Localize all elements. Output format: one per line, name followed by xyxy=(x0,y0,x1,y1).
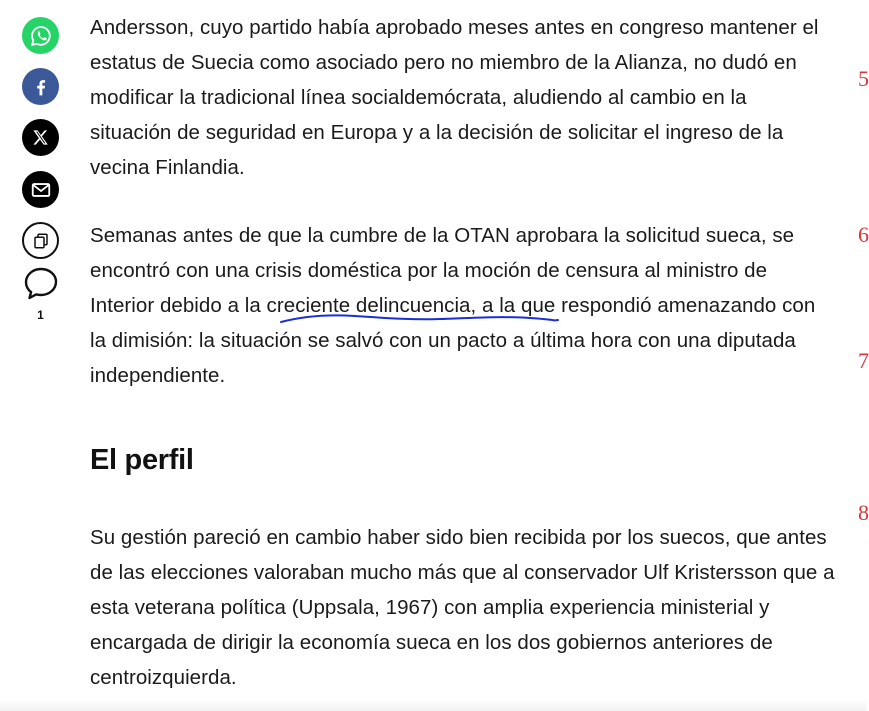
article-paragraph: Su gestión pareció en cambio haber sido bien recibida por los suecos, que antes de las elecciones valoraban mucho más que al conservador Ulf Kristersson que a esta veterana política (Uppsala, 1967) con amplia experiencia ministerial y encargada de dirigir la economía sueca en los dos gobiernos anteriores de centroizquierda. xyxy=(90,526,835,689)
section-heading: El perfil xyxy=(90,444,194,476)
article-paragraph: Andersson, cuyo partido había aprobado meses antes en congreso mantener el estatus de Suecia como asociado pero no miembro de la Alianza, no dudó en modificar la tradicional línea socialdemócrata, aludiendo al cambio en la situación de seguridad en Europa y a la decisión de solicitar el ingreso de la vecina Finlandia. xyxy=(90,16,819,179)
edge-number: 8 xyxy=(858,500,869,525)
article-paragraph xyxy=(90,218,830,393)
facebook-share-button[interactable] xyxy=(22,68,59,105)
copy-icon xyxy=(32,232,50,250)
comment-count: 1 xyxy=(37,308,44,322)
edge-number: 6 xyxy=(858,222,869,247)
paragraph-text: Semanas antes de que la cumbre de la OTAN aprobara la solicitud sueca, se encontró con una crisis doméstica por la moción de censura al ministro de Interior debido xyxy=(90,224,795,317)
email-share-button[interactable] xyxy=(22,171,59,208)
page-bottom-edge xyxy=(0,700,867,711)
facebook-icon xyxy=(31,77,51,97)
edge-number: 5 xyxy=(858,66,869,91)
x-icon xyxy=(31,128,50,147)
comments-button[interactable] xyxy=(22,266,59,300)
comment-icon xyxy=(23,266,59,300)
whatsapp-share-button[interactable] xyxy=(22,17,59,54)
whatsapp-icon xyxy=(30,25,52,47)
paragraph-text: la que respondió amenazando con la dimisión: la situación se salvó con un pacto a última hora con una diputada independiente. xyxy=(90,294,816,387)
edge-number: 7 xyxy=(858,348,869,373)
copy-link-button[interactable] xyxy=(22,222,59,259)
inline-link[interactable]: a la creciente delincuencia, a xyxy=(227,294,494,317)
email-icon xyxy=(30,179,52,201)
x-share-button[interactable] xyxy=(22,119,59,156)
